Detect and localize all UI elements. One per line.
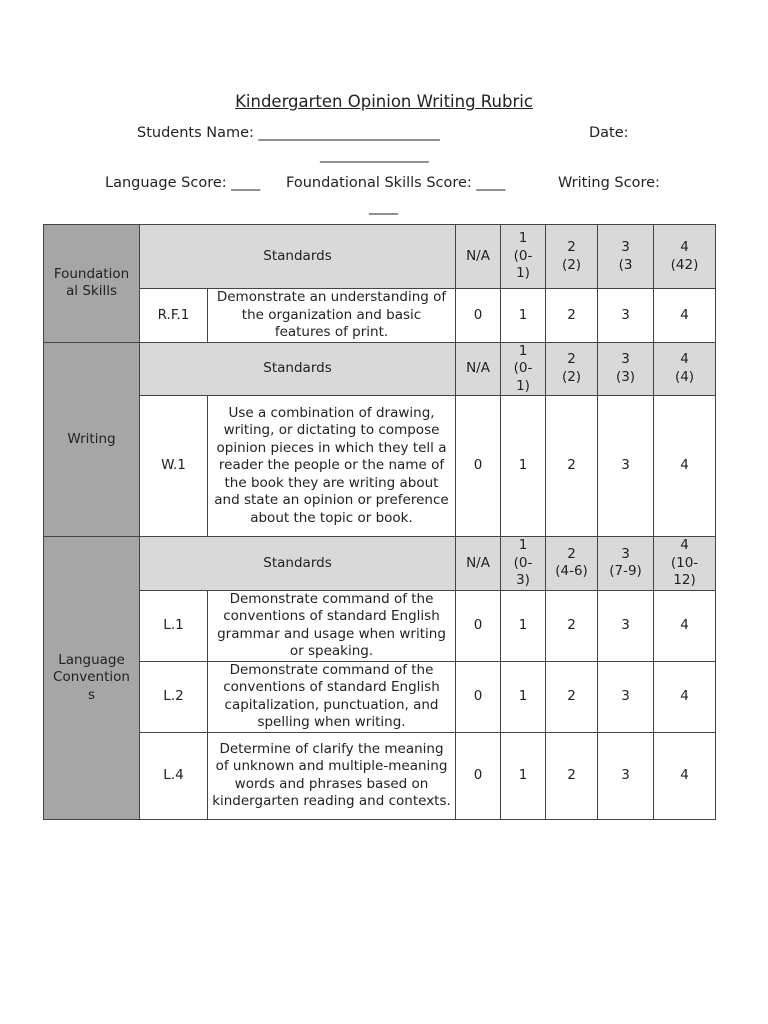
date-label: Date: [589, 125, 629, 141]
standard-row [44, 396, 716, 537]
score-header: 2 (4-6) [546, 537, 598, 591]
score-header: 4 (10- 12) [654, 537, 716, 591]
standard-code: L.1 [140, 590, 208, 661]
standard-code: W.1 [140, 396, 208, 537]
standards-header: Standards [140, 342, 456, 396]
score-header: 1 (0- 3) [501, 537, 546, 591]
section-header-row [44, 225, 716, 289]
standard-code: R.F.1 [140, 289, 208, 343]
score-header: N/A [456, 537, 501, 591]
foundational-score-field[interactable] [286, 175, 505, 191]
score-cell[interactable]: 4 [654, 590, 716, 661]
foundational-score-blank: ____ [476, 175, 506, 191]
score-header: N/A [456, 342, 501, 396]
standards-header: Standards [140, 537, 456, 591]
score-cell[interactable]: 1 [501, 396, 546, 537]
score-cell[interactable]: 1 [501, 590, 546, 661]
score-cell[interactable]: 0 [456, 661, 501, 732]
section-header-row [44, 342, 716, 396]
score-cell[interactable]: 2 [546, 732, 598, 819]
score-cell[interactable]: 3 [598, 289, 654, 343]
score-cell[interactable]: 1 [501, 661, 546, 732]
standard-description: Use a combination of drawing, writing, or dictating to compose opinion pieces in which they tell a reader the people or the name of the book they are writing about and state an opinion or preference about the topic or book. [208, 396, 456, 537]
score-cell[interactable]: 0 [456, 732, 501, 819]
language-score-field[interactable] [105, 175, 260, 191]
score-header: N/A [456, 225, 501, 289]
date-blank[interactable]: _______________ [320, 147, 429, 163]
language-score-label: Language Score: [105, 175, 232, 191]
writing-score-label: Writing Score: [558, 175, 660, 191]
score-cell[interactable]: 2 [546, 590, 598, 661]
standard-description: Determine of clarify the meaning of unknown and multiple-meaning words and phrases based on kindergarten reading and contexts. [208, 732, 456, 819]
standards-header: Standards [140, 225, 456, 289]
score-cell[interactable]: 4 [654, 732, 716, 819]
score-cell[interactable]: 0 [456, 396, 501, 537]
score-cell[interactable]: 3 [598, 396, 654, 537]
score-cell[interactable]: 2 [546, 396, 598, 537]
category-cell: Foundation al Skills [44, 225, 140, 343]
foundational-score-label: Foundational Skills Score: [286, 175, 477, 191]
category-cell: Language Convention s [44, 537, 140, 820]
score-cell[interactable]: 1 [501, 732, 546, 819]
score-header: 3 (3 [598, 225, 654, 289]
students-name-label: Students Name: [137, 125, 259, 141]
standard-code: L.4 [140, 732, 208, 819]
score-header: 1 (0- 1) [501, 225, 546, 289]
score-cell[interactable]: 0 [456, 289, 501, 343]
category-cell: Writing [44, 342, 140, 537]
language-score-blank: ____ [231, 175, 261, 191]
score-header: 3 (7-9) [598, 537, 654, 591]
score-cell[interactable]: 4 [654, 396, 716, 537]
standard-description: Demonstrate an understanding of the organization and basic features of print. [208, 289, 456, 343]
score-cell[interactable]: 4 [654, 289, 716, 343]
students-name-field[interactable] [137, 125, 440, 141]
standard-description: Demonstrate command of the conventions of standard English grammar and usage when writing or speaking. [208, 590, 456, 661]
standard-description: Demonstrate command of the conventions of standard English capitalization, punctuation, and spelling when writing. [208, 661, 456, 732]
standard-row [44, 732, 716, 819]
score-cell[interactable]: 3 [598, 661, 654, 732]
standard-row [44, 590, 716, 661]
section-header-row [44, 537, 716, 591]
score-cell[interactable]: 1 [501, 289, 546, 343]
score-header: 4 (42) [654, 225, 716, 289]
rubric-title: Kindergarten Opinion Writing Rubric [235, 92, 533, 111]
score-cell[interactable]: 3 [598, 590, 654, 661]
writing-score-blank[interactable]: ____ [369, 199, 398, 215]
score-header: 1 (0- 1) [501, 342, 546, 396]
students-name-blank: _________________________ [258, 125, 440, 141]
score-cell[interactable]: 0 [456, 590, 501, 661]
score-header: 2 (2) [546, 225, 598, 289]
standard-row [44, 289, 716, 343]
standard-row [44, 661, 716, 732]
score-cell[interactable]: 2 [546, 661, 598, 732]
score-cell[interactable]: 2 [546, 289, 598, 343]
score-cell[interactable]: 3 [598, 732, 654, 819]
score-header: 2 (2) [546, 342, 598, 396]
score-header: 3 (3) [598, 342, 654, 396]
score-header: 4 (4) [654, 342, 716, 396]
score-cell[interactable]: 4 [654, 661, 716, 732]
rubric-table [43, 224, 716, 820]
standard-code: L.2 [140, 661, 208, 732]
